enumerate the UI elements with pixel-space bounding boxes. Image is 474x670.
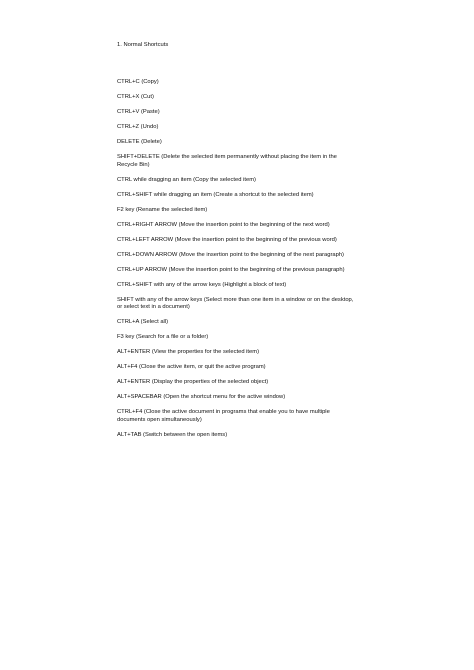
shortcut-item: F3 key (Search for a file or a folder) [117, 334, 209, 341]
shortcut-item: SHIFT+DELETE (Delete the selected item permanently without placing the item in the Recycle Bin) [117, 154, 337, 168]
shortcut-item: CTRL+V (Paste) [117, 109, 160, 116]
shortcut-item: CTRL+SHIFT with any of the arrow keys (Highlight a block of text) [117, 281, 287, 288]
shortcut-item: ALT+F4 (Close the active item, or quit the active program) [117, 364, 266, 371]
section-heading: 1. Normal Shortcuts [117, 42, 169, 48]
shortcut-item: DELETE (Delete) [117, 139, 162, 146]
shortcut-item: SHIFT with any of the arrow keys (Select more than one item in a window or on the desktop, or select text in a document) [117, 296, 354, 311]
shortcut-item: CTRL+SHIFT while dragging an item (Create a shortcut to the selected item) [117, 191, 314, 198]
shortcut-item: CTRL+F4 (Close the active document in programs that enable you to have multiple documents open simultaneously) [117, 409, 330, 423]
shortcut-item: F2 key (Rename the selected item) [117, 206, 208, 213]
shortcut-item: CTRL+Z (Undo) [117, 124, 159, 131]
shortcut-item: CTRL+C (Copy) [117, 79, 159, 86]
shortcut-item: ALT+TAB (Switch between the open items) [117, 431, 228, 438]
shortcut-item: CTRL while dragging an item (Copy the selected item) [117, 176, 256, 183]
document-content [117, 42, 357, 447]
shortcut-item: ALT+ENTER (View the properties for the selected item) [117, 349, 260, 356]
shortcut-item: CTRL+DOWN ARROW (Move the insertion point to the beginning of the next paragraph) [117, 251, 344, 258]
shortcut-item: CTRL+RIGHT ARROW (Move the insertion point to the beginning of the next word) [117, 221, 330, 228]
shortcut-item: CTRL+A (Select all) [117, 319, 169, 326]
shortcut-item: CTRL+X (Cut) [117, 94, 154, 101]
shortcut-item: ALT+ENTER (Display the properties of the selected object) [117, 379, 269, 386]
shortcut-item: CTRL+UP ARROW (Move the insertion point to the beginning of the previous paragraph) [117, 266, 345, 273]
shortcut-item: CTRL+LEFT ARROW (Move the insertion point to the beginning of the previous word) [117, 236, 337, 243]
shortcut-item: ALT+SPACEBAR (Open the shortcut menu for the active window) [117, 394, 286, 401]
